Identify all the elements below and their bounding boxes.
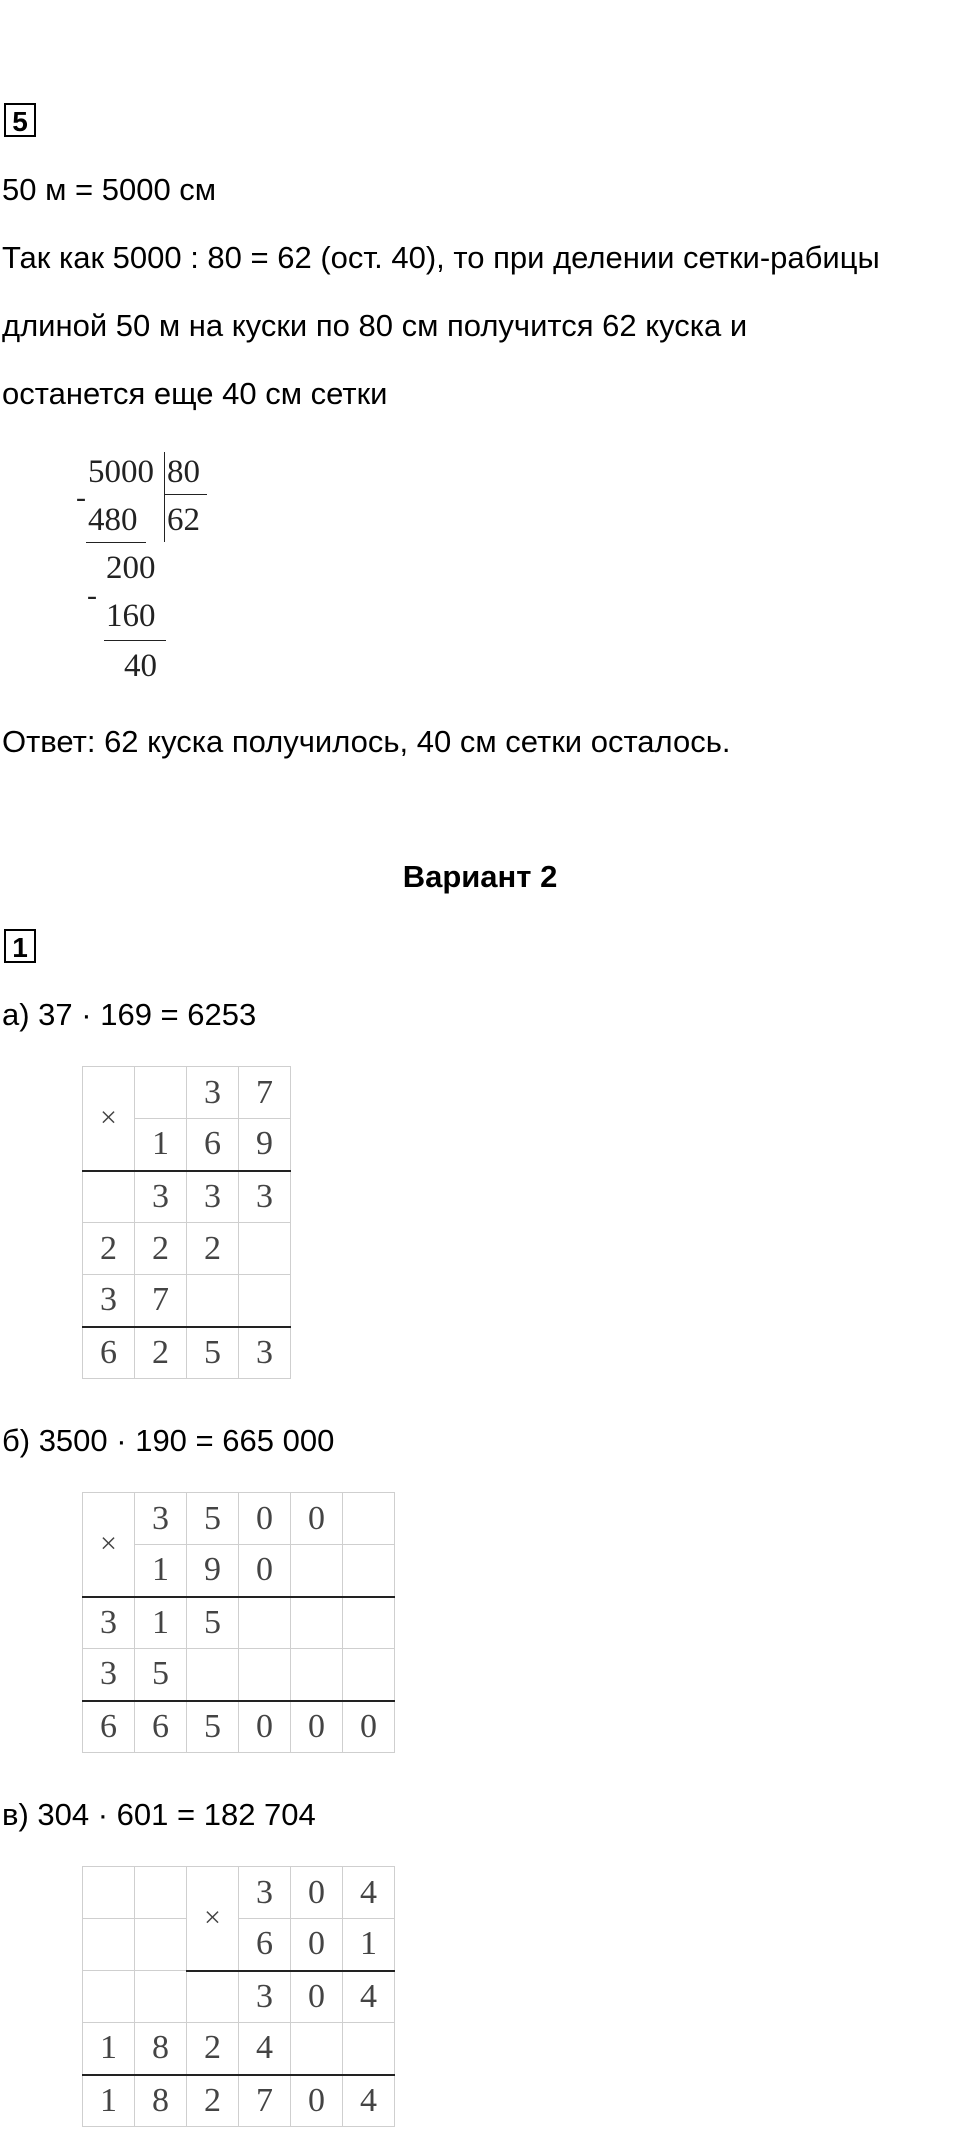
grid-cell: 5 xyxy=(187,1493,239,1545)
task-number-1: 1 xyxy=(4,929,36,963)
grid-cell: 4 xyxy=(343,1971,395,2023)
grid-cell: 5 xyxy=(187,1327,239,1379)
division-line-2 xyxy=(104,640,166,641)
grid-row xyxy=(83,1275,291,1327)
grid-cell xyxy=(239,1597,291,1649)
grid-row xyxy=(83,1597,395,1649)
grid-cell xyxy=(343,1493,395,1545)
grid-cell xyxy=(135,1867,187,1919)
grid-cell: 2 xyxy=(135,1223,187,1275)
minus-sign-1: - xyxy=(76,481,86,514)
grid-cell: 0 xyxy=(291,2075,343,2127)
grid-row xyxy=(83,1223,291,1275)
grid-cell: 3 xyxy=(83,1597,135,1649)
grid-cell: 6 xyxy=(135,1701,187,1753)
grid-cell: 3 xyxy=(239,1867,291,1919)
grid-cell: 3 xyxy=(239,1171,291,1223)
grid-cell: 1 xyxy=(135,1597,187,1649)
grid-cell: 3 xyxy=(83,1275,135,1327)
division-vertical-bar xyxy=(164,452,165,542)
division-remainder-1: 200 xyxy=(106,550,156,586)
grid-cell xyxy=(343,1597,395,1649)
example-a-label: а) 37 · 169 = 6253 xyxy=(2,997,257,1032)
grid-cell: 3 xyxy=(187,1067,239,1119)
explanation-line-1: Так как 5000 : 80 = 62 (ост. 40), то при делении сетки-рабицы xyxy=(2,240,880,275)
grid-cell: 6 xyxy=(187,1119,239,1171)
grid-cell xyxy=(239,1275,291,1327)
grid-row xyxy=(83,2075,395,2127)
grid-cell: 6 xyxy=(239,1919,291,1971)
grid-cell: 4 xyxy=(239,2023,291,2075)
grid-cell: 2 xyxy=(83,1223,135,1275)
grid-cell xyxy=(343,1649,395,1701)
division-divisor: 80 xyxy=(167,454,200,490)
example-b-label: б) 3500 · 190 = 665 000 xyxy=(2,1423,335,1458)
grid-row xyxy=(83,1867,395,1919)
grid-cell xyxy=(291,2023,343,2075)
grid-cell xyxy=(83,1919,135,1971)
grid-cell: 9 xyxy=(239,1119,291,1171)
grid-cell: 1 xyxy=(83,2023,135,2075)
grid-cell: 3 xyxy=(135,1493,187,1545)
grid-row xyxy=(83,1171,291,1223)
grid-cell xyxy=(83,1171,135,1223)
grid-cell xyxy=(239,1223,291,1275)
grid-row xyxy=(83,1701,395,1753)
grid-cell xyxy=(187,1649,239,1701)
grid-cell: 0 xyxy=(291,1919,343,1971)
grid-row xyxy=(83,1649,395,1701)
grid-cell xyxy=(83,1971,135,2023)
grid-cell: 8 xyxy=(135,2075,187,2127)
grid-cell: 7 xyxy=(239,1067,291,1119)
multiplication-grid-b xyxy=(82,1492,395,1753)
grid-cell: 8 xyxy=(135,2023,187,2075)
multiplication-grid-c xyxy=(82,1866,395,2127)
grid-cell: 0 xyxy=(291,1867,343,1919)
times-sign: × xyxy=(187,1867,239,1971)
grid-row xyxy=(83,2023,395,2075)
division-subtrahend-1: 480 xyxy=(88,502,138,538)
grid-cell: 0 xyxy=(239,1701,291,1753)
grid-cell: 3 xyxy=(83,1649,135,1701)
explanation-line-2: длиной 50 м на куски по 80 см получится 62 куска и xyxy=(2,308,748,343)
task-number-5: 5 xyxy=(4,103,36,137)
grid-cell: 5 xyxy=(135,1649,187,1701)
answer-line: Ответ: 62 куска получилось, 40 см сетки осталось. xyxy=(2,724,731,759)
grid-cell: 7 xyxy=(135,1275,187,1327)
grid-cell: 3 xyxy=(135,1171,187,1223)
grid-cell: 9 xyxy=(187,1545,239,1597)
times-sign: × xyxy=(83,1493,135,1597)
grid-cell xyxy=(187,1971,239,2023)
grid-cell xyxy=(343,1545,395,1597)
grid-cell: 2 xyxy=(187,2023,239,2075)
grid-cell: 7 xyxy=(239,2075,291,2127)
division-quotient: 62 xyxy=(167,502,200,538)
grid-cell: 5 xyxy=(187,1597,239,1649)
grid-row xyxy=(83,1493,395,1545)
division-line-1 xyxy=(86,542,146,543)
grid-cell: 0 xyxy=(239,1545,291,1597)
example-c-label: в) 304 · 601 = 182 704 xyxy=(2,1797,316,1832)
grid-cell: 2 xyxy=(187,1223,239,1275)
grid-cell: 1 xyxy=(135,1545,187,1597)
grid-cell xyxy=(135,1067,187,1119)
times-sign: × xyxy=(83,1067,135,1171)
grid-cell xyxy=(343,2023,395,2075)
grid-cell: 1 xyxy=(83,2075,135,2127)
variant-heading: Вариант 2 xyxy=(402,859,558,894)
grid-cell: 1 xyxy=(343,1919,395,1971)
explanation-line-3: останется еще 40 см сетки xyxy=(2,376,388,411)
grid-row xyxy=(83,1971,395,2023)
grid-cell: 5 xyxy=(187,1701,239,1753)
grid-cell: 4 xyxy=(343,1867,395,1919)
minus-sign-2: - xyxy=(87,579,97,612)
multiplication-grid-a xyxy=(82,1066,291,1379)
grid-cell xyxy=(83,1867,135,1919)
grid-cell: 6 xyxy=(83,1327,135,1379)
grid-cell xyxy=(135,1919,187,1971)
grid-cell: 3 xyxy=(239,1327,291,1379)
grid-cell: 0 xyxy=(343,1701,395,1753)
unit-conversion-line: 50 м = 5000 см xyxy=(2,172,217,207)
grid-cell xyxy=(291,1597,343,1649)
division-remainder-2: 40 xyxy=(124,648,157,684)
grid-cell: 0 xyxy=(239,1493,291,1545)
grid-cell: 3 xyxy=(239,1971,291,2023)
grid-cell: 0 xyxy=(291,1701,343,1753)
grid-cell: 3 xyxy=(187,1171,239,1223)
grid-cell xyxy=(239,1649,291,1701)
grid-row xyxy=(83,1067,291,1119)
grid-cell: 6 xyxy=(83,1701,135,1753)
grid-cell: 1 xyxy=(135,1119,187,1171)
grid-cell: 0 xyxy=(291,1971,343,2023)
grid-cell xyxy=(187,1275,239,1327)
division-subtrahend-2: 160 xyxy=(106,598,156,634)
grid-row xyxy=(83,1919,395,1971)
division-dividend: 5000 xyxy=(88,454,154,490)
divisor-underline xyxy=(165,494,207,495)
grid-cell xyxy=(135,1971,187,2023)
grid-cell xyxy=(291,1545,343,1597)
grid-cell: 2 xyxy=(135,1327,187,1379)
grid-cell: 4 xyxy=(343,2075,395,2127)
grid-cell: 0 xyxy=(291,1493,343,1545)
grid-row xyxy=(83,1327,291,1379)
grid-cell: 2 xyxy=(187,2075,239,2127)
grid-cell xyxy=(291,1649,343,1701)
